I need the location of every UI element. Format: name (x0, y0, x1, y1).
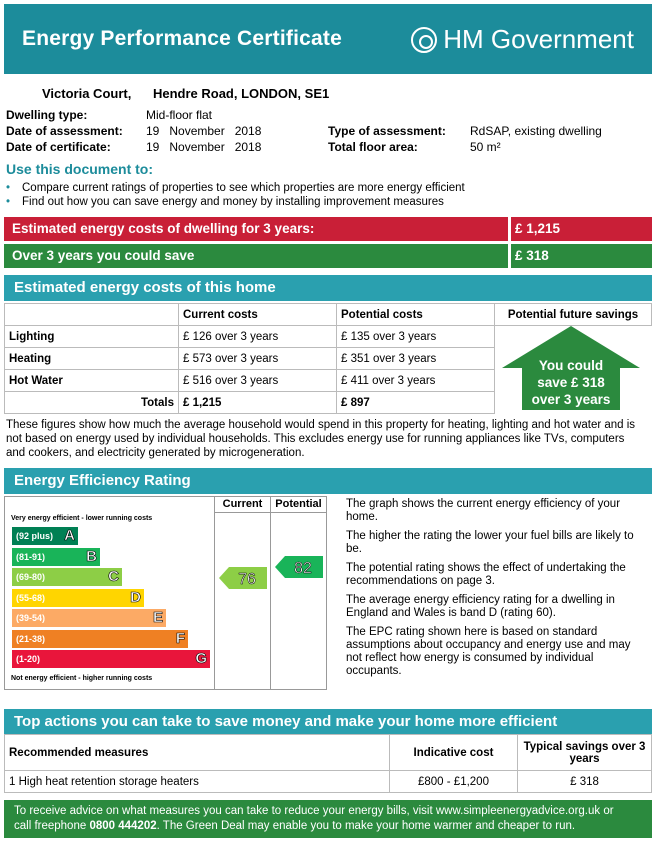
cell-current: £ 126 over 3 years (179, 326, 337, 348)
costs-note: These figures show how much the average household would spend in this property for heating, lighting and hot water and is not based on energy used by individual households. This excludes energy use for running appliances like TVs, computers and cookers, and electricity generated by microgeneration. (6, 419, 636, 459)
totals-current: £ 1,215 (179, 392, 337, 414)
cell-current: £ 516 over 3 years (179, 370, 337, 392)
band-c (12, 568, 122, 586)
actions-section-header (4, 709, 652, 735)
cell-current: £ 573 over 3 years (179, 348, 337, 370)
cell-potential: £ 135 over 3 years (337, 326, 495, 348)
table-row (5, 735, 652, 771)
eer-paragraph: The graph shows the current energy efficiency of your home. (346, 498, 621, 523)
savings-bar (4, 244, 652, 268)
use-title: Use this document to: (6, 161, 154, 177)
current-rating-value: 76 (238, 571, 256, 588)
band-range: (69-80) (16, 572, 46, 582)
band-f (12, 630, 188, 648)
row-label: Hot Water (5, 370, 179, 392)
potential-rating-arrow (275, 556, 323, 578)
table-row (5, 771, 652, 793)
footer-line-2: call freephone 0800 444202. The Green Deal may enable you to make your home warmer and cheaper to run. (14, 820, 576, 832)
use-list (6, 181, 465, 209)
header-typical-savings: Typical savings over 3 years (518, 735, 652, 771)
measure-cell: 1 High heat retention storage heaters (5, 771, 390, 793)
footer-line-1: To receive advice on what measures you can take to reduce your energy bills, visit www.simpleenergyadvice.org.uk or (14, 805, 614, 817)
eer-paragraph: The EPC rating shown here is based on standard assumptions about occupancy and energy use and may not reflect how energy is consumed by individual occupants. (346, 626, 631, 677)
date-certificate-label: Date of certificate: (6, 140, 111, 154)
list-item: • Find out how you can save energy and money by installing improvement measures (6, 195, 465, 209)
eer-description (346, 498, 646, 684)
type-assessment-value: RdSAP, existing dwelling (470, 124, 602, 138)
bottom-note: Not energy efficient - higher running costs (11, 675, 153, 682)
estimated-cost-value: £ 1,215 (515, 221, 561, 236)
eer-paragraph: The higher the rating the lower your fuel bills are likely to be. (346, 530, 634, 555)
band-letter: G (195, 650, 207, 667)
crest-icon (411, 27, 437, 53)
current-rating-arrow (219, 567, 267, 589)
band-range: (1-20) (16, 654, 41, 664)
costs-section-header (4, 275, 652, 301)
band-range: (55-68) (16, 592, 46, 603)
band-range: (39-54) (16, 613, 46, 623)
band-letter: E (152, 609, 163, 626)
estimated-cost-label: Estimated energy costs of dwelling for 3 years: (12, 221, 315, 236)
dwelling-type-label: Dwelling type: (6, 108, 88, 122)
row-label: Heating (5, 348, 179, 370)
eer-section-header (4, 468, 652, 494)
table-row (5, 304, 652, 326)
band-range: (21-38) (16, 633, 46, 644)
list-item: • Compare current ratings of properties to see which properties are more energy efficient (6, 181, 465, 195)
floor-area-value: 50 m² (470, 140, 501, 154)
cell-potential: £ 411 over 3 years (337, 370, 495, 392)
actions-title: Top actions you can take to save money and make your home more efficient (14, 713, 558, 730)
savings-line-2: save £ 318 (537, 375, 605, 390)
potential-rating-value: 82 (294, 560, 312, 577)
band-g (12, 650, 210, 668)
header-cost: Indicative cost (390, 735, 518, 771)
totals-potential: £ 897 (337, 392, 495, 414)
cost-cell: £800 - £1,200 (390, 771, 518, 793)
costs-title: Estimated energy costs of this home (14, 279, 276, 296)
gov-logo (411, 24, 634, 55)
header-measures: Recommended measures (5, 735, 390, 771)
savings-value: £ 318 (515, 248, 549, 263)
savings-line-3: over 3 years (531, 392, 611, 407)
date-certificate-value: 19 November 2018 (146, 140, 262, 154)
header-potential-costs: Potential costs (337, 304, 495, 326)
band-range: (81-91) (16, 551, 46, 562)
band-d (12, 589, 144, 607)
date-assessment-label: Date of assessment: (6, 124, 123, 138)
eer-chart (4, 496, 327, 690)
eer-title: Energy Efficiency Rating (14, 472, 191, 489)
band-range: (92 plus) (16, 531, 54, 541)
savings-arrow-icon (502, 326, 640, 410)
gov-name: HM Government (443, 24, 634, 54)
estimated-cost-bar (4, 217, 652, 241)
actions-table (4, 734, 652, 793)
eer-paragraph: The average energy efficiency rating for a dwelling in England and Wales is band D (rating 60). (346, 594, 615, 619)
savings-line-1: You could (538, 358, 604, 373)
top-note: Very energy efficient - lower running costs (11, 515, 153, 522)
band-e (12, 609, 166, 627)
address-line-2: Hendre Road, LONDON, SE1 (152, 86, 330, 101)
footer-advice (4, 800, 652, 838)
savings-label: Over 3 years you could save (12, 248, 195, 263)
band-b (12, 548, 100, 566)
freephone-number: 0800 444202 (89, 820, 157, 832)
band-letter: D (130, 588, 141, 606)
header-banner (4, 4, 652, 74)
address-line-1: Victoria Court, (42, 86, 132, 101)
date-assessment-value: 19 November 2018 (146, 124, 262, 138)
band-letter: A (64, 527, 75, 544)
eer-paragraph: The potential rating shows the effect of undertaking the recommendations on page 3. (346, 562, 626, 587)
cell-potential: £ 351 over 3 years (337, 348, 495, 370)
band-a (12, 527, 78, 545)
potential-column-header: Potential (275, 498, 322, 510)
band-letter: F (175, 629, 185, 647)
header-future-savings: Potential future savings (495, 304, 652, 326)
page-title: Energy Performance Certificate (22, 27, 342, 50)
totals-label: Totals (5, 392, 179, 414)
row-label: Lighting (5, 326, 179, 348)
header-current-costs: Current costs (179, 304, 337, 326)
dwelling-type-value: Mid-floor flat (146, 108, 213, 122)
floor-area-label: Total floor area: (328, 140, 418, 154)
type-assessment-label: Type of assessment: (328, 124, 446, 138)
address (42, 86, 347, 101)
band-letter: C (108, 568, 119, 585)
band-letter: B (86, 547, 97, 565)
current-column-header: Current (222, 498, 263, 510)
savings-cell: £ 318 (518, 771, 652, 793)
